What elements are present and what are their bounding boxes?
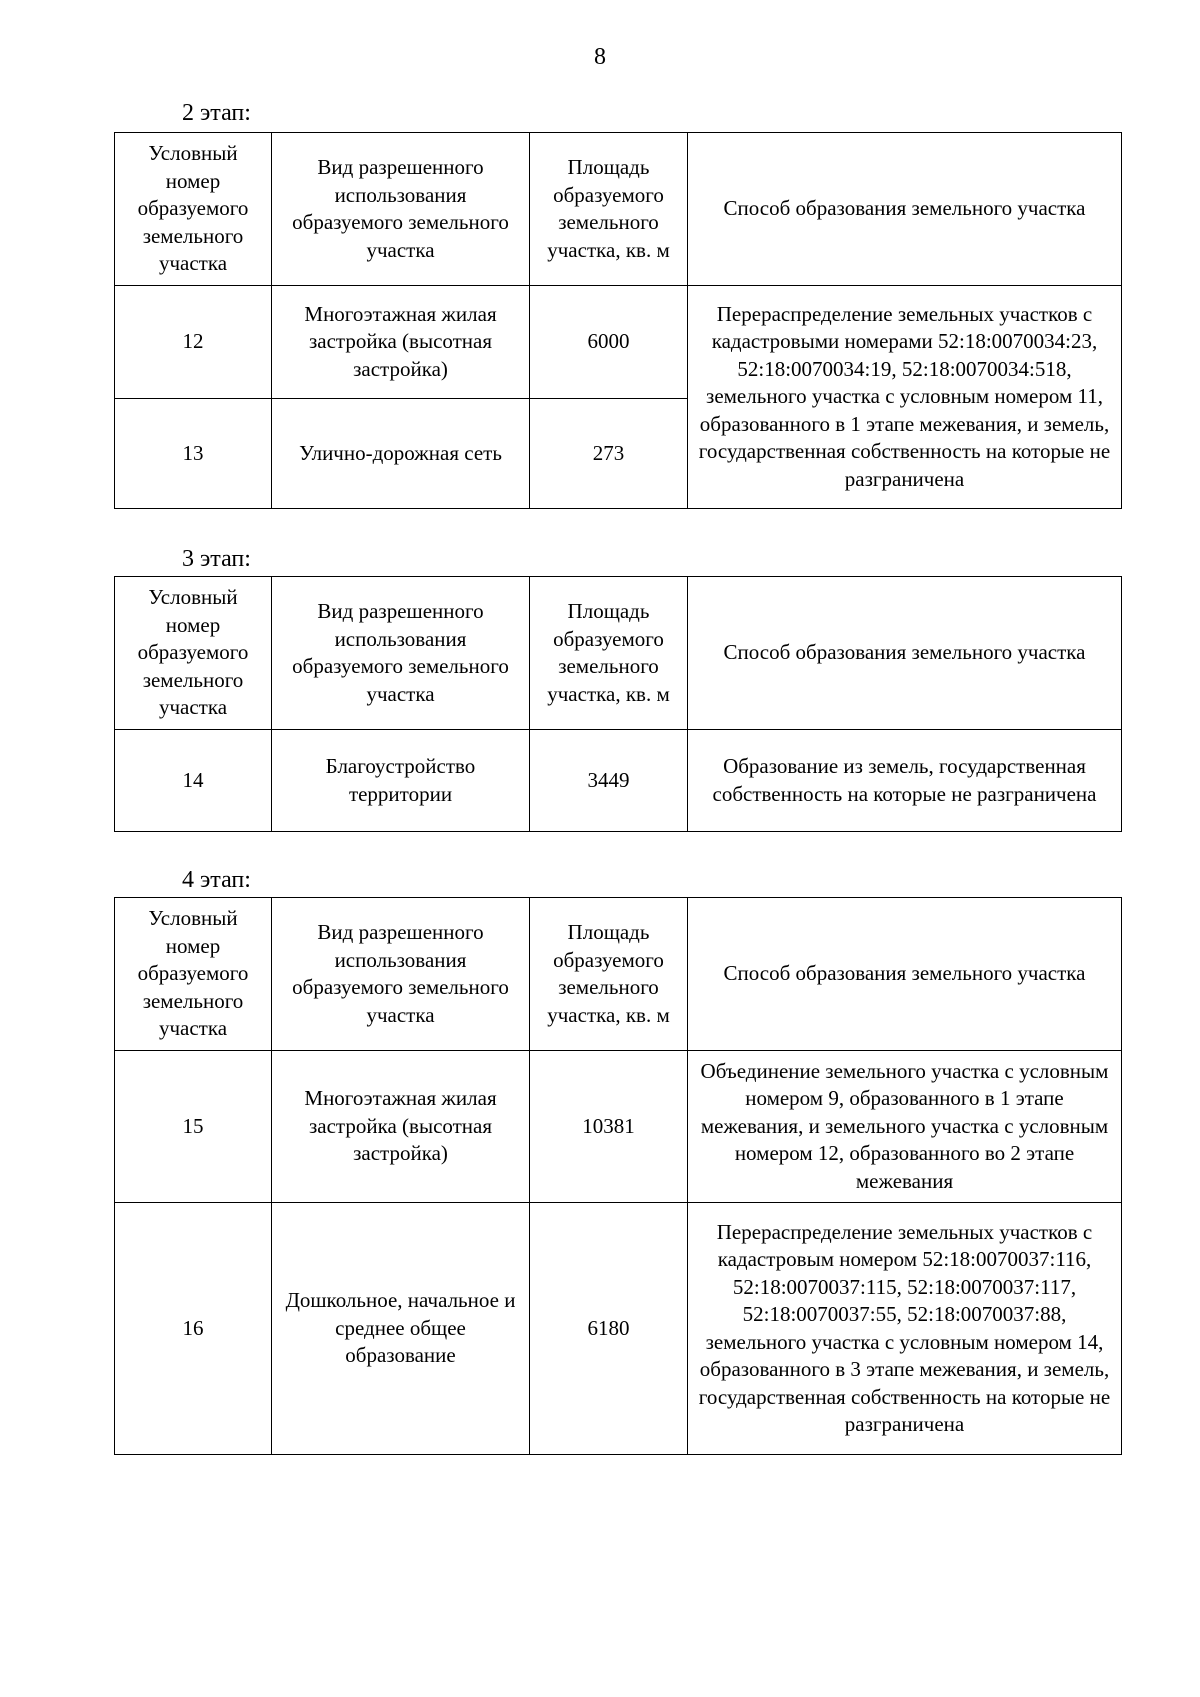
header-formation-method: Способ образования земельного участка	[688, 577, 1122, 730]
plot-area: 10381	[530, 1051, 688, 1203]
plot-number: 16	[115, 1203, 272, 1455]
permitted-use: Улично-дорожная сеть	[272, 399, 530, 509]
page-number: 8	[594, 44, 606, 70]
plot-area: 6000	[530, 286, 688, 399]
header-plot-number: Условный номер образуемого земельного участка	[115, 898, 272, 1051]
plot-number: 12	[115, 286, 272, 399]
stage-4-label: 4 этап:	[182, 867, 251, 893]
plot-area: 6180	[530, 1203, 688, 1455]
table-row	[115, 286, 1122, 399]
plot-area: 273	[530, 399, 688, 509]
header-permitted-use: Вид разрешенного использования образуемого земельного участка	[272, 898, 530, 1051]
stage-3-table	[114, 576, 1122, 832]
table-row	[115, 1203, 1122, 1455]
stage-3-label: 3 этап:	[182, 546, 251, 572]
permitted-use: Дошкольное, начальное и среднее общее образование	[272, 1203, 530, 1455]
header-plot-number: Условный номер образуемого земельного участка	[115, 133, 272, 286]
table-header-row	[115, 898, 1122, 1051]
permitted-use: Многоэтажная жилая застройка (высотная застройка)	[272, 1051, 530, 1203]
plot-number: 15	[115, 1051, 272, 1203]
table-header-row	[115, 133, 1122, 286]
header-area: Площадь образуемого земельного участка, кв. м	[530, 898, 688, 1051]
header-permitted-use: Вид разрешенного использования образуемого земельного участка	[272, 133, 530, 286]
header-plot-number: Условный номер образуемого земельного участка	[115, 577, 272, 730]
formation-method: Образование из земель, государственная собственность на которые не разграничена	[688, 730, 1122, 832]
stage-2-label: 2 этап:	[182, 100, 251, 126]
formation-method: Перераспределение земельных участков с кадастровыми номерами 52:18:0070034:23, 52:18:0070034:19, 52:18:0070034:518, земельного участка с условным номером 11, образованного в 1 этапе межевания, и земель, государственная собственность на которые не разграничена	[688, 286, 1122, 509]
stage-4-table	[114, 897, 1122, 1455]
header-formation-method: Способ образования земельного участка	[688, 133, 1122, 286]
stage-2-table	[114, 132, 1122, 509]
header-permitted-use: Вид разрешенного использования образуемого земельного участка	[272, 577, 530, 730]
formation-method: Объединение земельного участка с условным номером 9, образованного в 1 этапе межевания, и земельного участка с условным номером 12, образованного во 2 этапе межевания	[688, 1051, 1122, 1203]
header-area: Площадь образуемого земельного участка, кв. м	[530, 133, 688, 286]
plot-number: 14	[115, 730, 272, 832]
header-area: Площадь образуемого земельного участка, кв. м	[530, 577, 688, 730]
permitted-use: Благоустройство территории	[272, 730, 530, 832]
plot-number: 13	[115, 399, 272, 509]
header-formation-method: Способ образования земельного участка	[688, 898, 1122, 1051]
table-row	[115, 1051, 1122, 1203]
table-row	[115, 730, 1122, 832]
table-header-row	[115, 577, 1122, 730]
permitted-use: Многоэтажная жилая застройка (высотная застройка)	[272, 286, 530, 399]
plot-area: 3449	[530, 730, 688, 832]
formation-method: Перераспределение земельных участков с кадастровым номером 52:18:0070037:116, 52:18:0070037:115, 52:18:0070037:117, 52:18:0070037:55, 52:18:0070037:88, земельного участка с условным номером 14, образованного в 3 этапе межевания, и земель, государственная собственность на которые не разграничена	[688, 1203, 1122, 1455]
